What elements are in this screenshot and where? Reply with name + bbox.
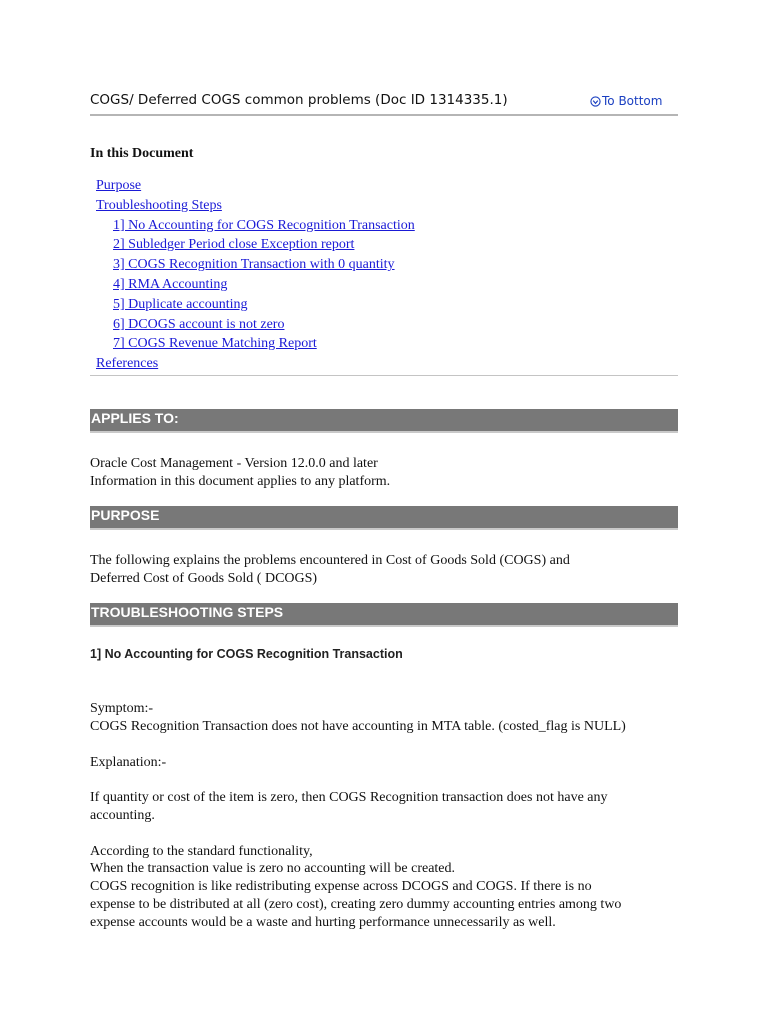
- standard-line-5: expense accounts would be a waste and hurting performance unnecessarily as well.: [90, 915, 556, 930]
- toc-link-references[interactable]: References: [96, 356, 159, 372]
- down-arrow-circle-icon: [590, 96, 601, 107]
- applies-to-version: Oracle Cost Management - Version 12.0.0 and later: [90, 456, 378, 471]
- toc-link-troubleshooting[interactable]: Troubleshooting Steps: [96, 197, 222, 213]
- toc-link-purpose[interactable]: Purpose: [96, 178, 142, 193]
- applies-to-heading: APPLIES TO:: [90, 409, 678, 433]
- symptom-label: Symptom:-: [90, 701, 154, 716]
- toc-link-step-3[interactable]: 3] COGS Recognition Transaction with 0 quantity: [113, 257, 395, 273]
- toc-heading: In this Document: [90, 146, 194, 161]
- title-row: [90, 92, 678, 116]
- table-of-contents: [90, 176, 678, 376]
- applies-to-platform: Information in this document applies to any platform.: [90, 474, 391, 489]
- to-bottom-link[interactable]: [590, 94, 662, 108]
- toc-link-step-2[interactable]: 2] Subledger Period close Exception report: [113, 237, 355, 253]
- toc-link-step-7[interactable]: 7] COGS Revenue Matching Report: [113, 336, 317, 352]
- troubleshooting-heading: TROUBLESHOOTING STEPS: [90, 603, 678, 627]
- page-title: COGS/ Deferred COGS common problems (Doc ID 1314335.1): [90, 92, 508, 108]
- symptom-text: COGS Recognition Transaction does not have accounting in MTA table. (costed_flag is NULL): [90, 719, 626, 734]
- standard-line-4: expense to be distributed at all (zero cost), creating zero dummy accounting entries among two: [90, 897, 622, 912]
- purpose-line-2: Deferred Cost of Goods Sold ( DCOGS): [90, 571, 318, 586]
- step-1-heading: 1] No Accounting for COGS Recognition Transaction: [90, 647, 403, 661]
- explanation-label: Explanation:-: [90, 755, 167, 770]
- standard-line-2: When the transaction value is zero no accounting will be created.: [90, 861, 456, 876]
- explanation-line-1: If quantity or cost of the item is zero, then COGS Recognition transaction does not have any: [90, 790, 608, 805]
- purpose-line-1: The following explains the problems encountered in Cost of Goods Sold (COGS) and: [90, 553, 570, 568]
- standard-line-3: COGS recognition is like redistributing expense across DCOGS and COGS. If there is no: [90, 879, 592, 894]
- purpose-heading: PURPOSE: [90, 506, 678, 530]
- toc-link-step-6[interactable]: 6] DCOGS account is not zero: [113, 316, 285, 332]
- to-bottom-label: To Bottom: [602, 94, 663, 108]
- toc-link-step-5[interactable]: 5] Duplicate accounting: [113, 296, 248, 312]
- toc-link-step-1[interactable]: 1] No Accounting for COGS Recognition Transaction: [113, 217, 415, 233]
- standard-line-1: According to the standard functionality,: [90, 844, 313, 859]
- toc-link-step-4[interactable]: 4] RMA Accounting: [113, 276, 228, 292]
- explanation-line-2: accounting.: [90, 808, 155, 823]
